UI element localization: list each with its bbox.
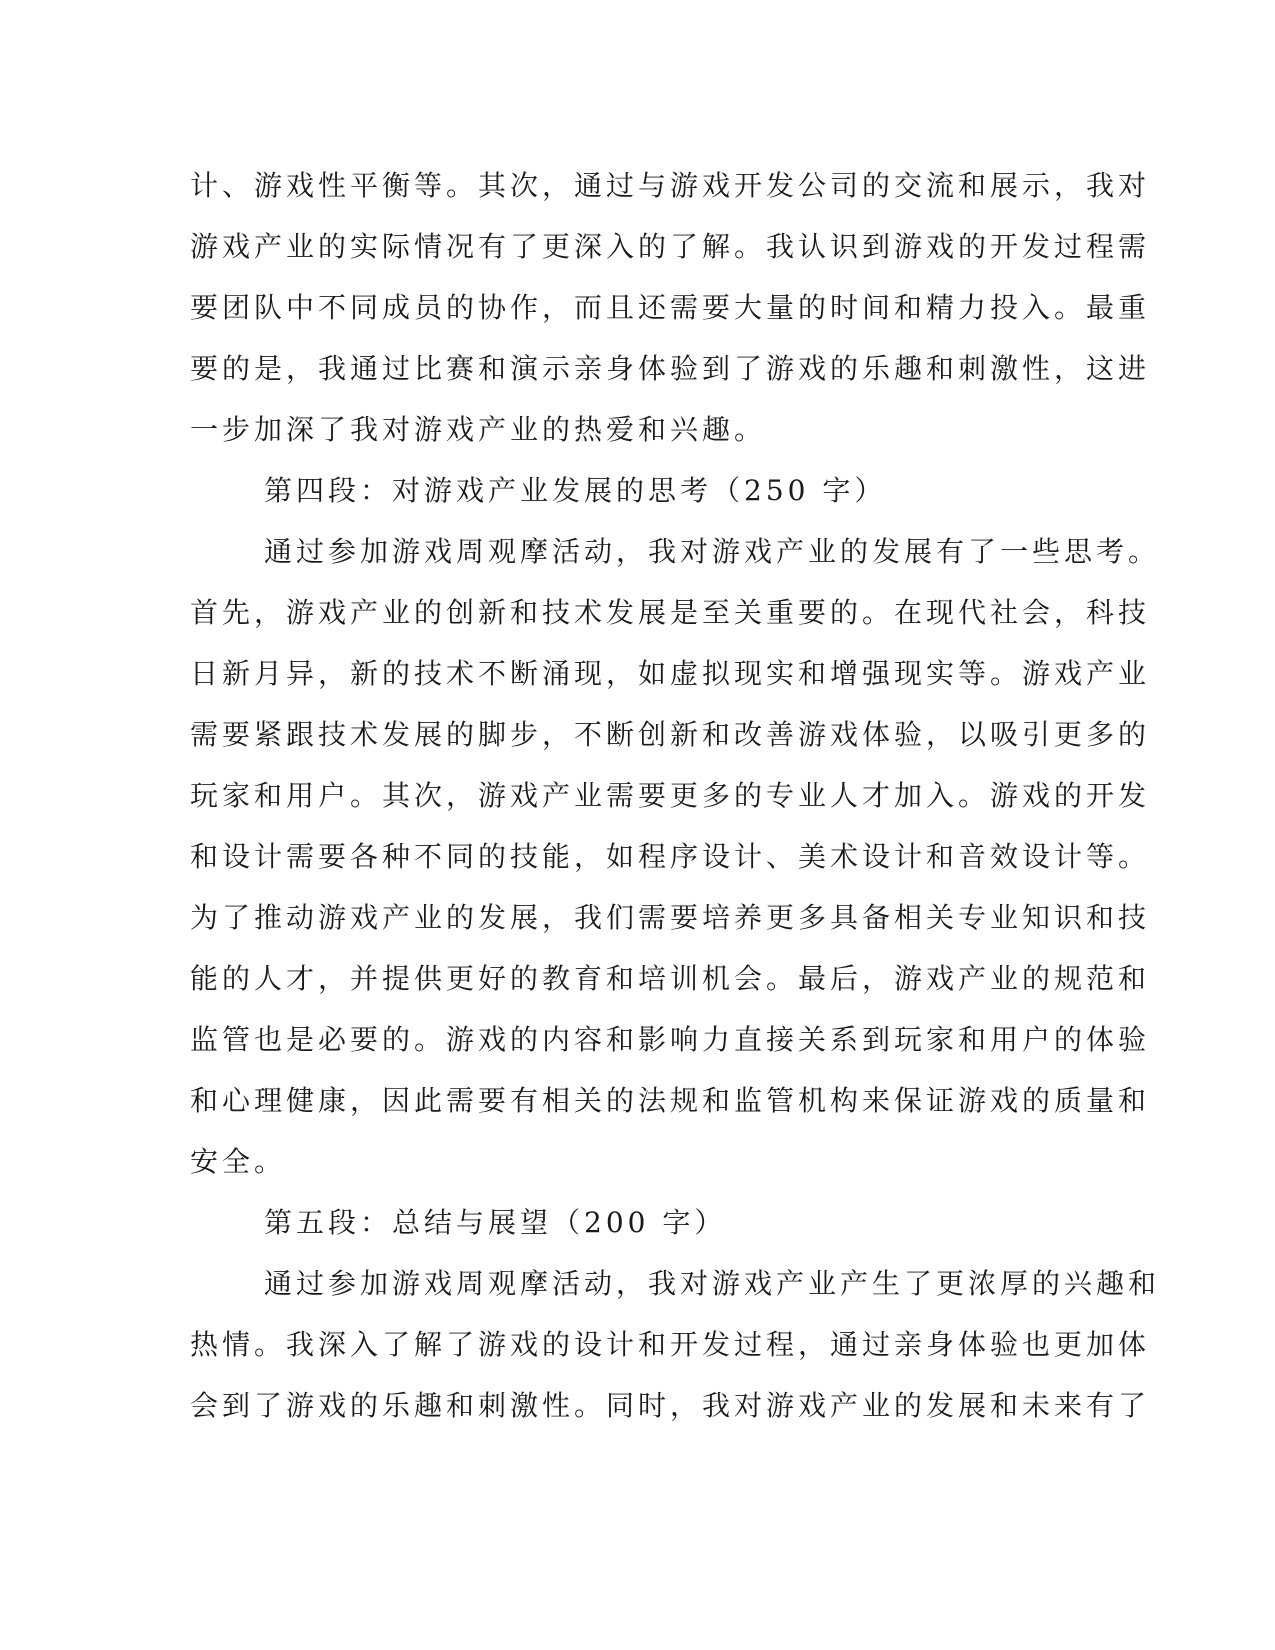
- text-line: 热情。我深入了解了游戏的设计和开发过程，通过亲身体验也更加体: [190, 1328, 1151, 1361]
- text-line: 游戏产业的实际情况有了更深入的了解。我认识到游戏的开发过程需: [190, 230, 1151, 263]
- text-line: 玩家和用户。其次，游戏产业需要更多的专业人才加入。游戏的开发: [190, 779, 1151, 812]
- text-line: 为了推动游戏产业的发展，我们需要培养更多具备相关专业知识和技: [190, 901, 1151, 934]
- text-line: 能的人才，并提供更好的教育和培训机会。最后，游戏产业的规范和: [190, 962, 1151, 995]
- text-line: 会到了游戏的乐趣和刺激性。同时，我对游戏产业的发展和未来有了: [190, 1389, 1151, 1422]
- document-body: [190, 155, 1161, 1436]
- text-line: 计、游戏性平衡等。其次，通过与游戏开发公司的交流和展示，我对: [190, 169, 1151, 202]
- text-line: 和心理健康，因此需要有相关的法规和监管机构来保证游戏的质量和: [190, 1084, 1151, 1117]
- section-4-paragraph: [190, 521, 1161, 1192]
- text-line: 要团队中不同成员的协作，而且还需要大量的时间和精力投入。最重: [190, 291, 1151, 324]
- text-line: 安全。: [190, 1145, 287, 1178]
- text-line: 通过参加游戏周观摩活动，我对游戏产业的发展有了一些思考。: [264, 535, 1161, 568]
- section-5-paragraph: [190, 1253, 1161, 1436]
- section-heading-4: 第四段：对游戏产业发展的思考（250 字）: [264, 474, 887, 507]
- text-line: 一步加深了我对游戏产业的热爱和兴趣。: [190, 413, 767, 446]
- text-line: 首先，游戏产业的创新和技术发展是至关重要的。在现代社会，科技: [190, 596, 1151, 629]
- text-line: 监管也是必要的。游戏的内容和影响力直接关系到玩家和用户的体验: [190, 1023, 1151, 1056]
- text-line: 和设计需要各种不同的技能，如程序设计、美术设计和音效设计等。: [190, 840, 1151, 873]
- text-line: 通过参加游戏周观摩活动，我对游戏产业产生了更浓厚的兴趣和: [264, 1267, 1161, 1300]
- paragraph-continuation: [190, 155, 1151, 460]
- text-line: 日新月异，新的技术不断涌现，如虚拟现实和增强现实等。游戏产业: [190, 657, 1151, 690]
- section-heading-5: 第五段：总结与展望（200 字）: [264, 1206, 727, 1239]
- text-line: 需要紧跟技术发展的脚步，不断创新和改善游戏体验，以吸引更多的: [190, 718, 1151, 751]
- text-line: 要的是，我通过比赛和演示亲身体验到了游戏的乐趣和刺激性，这进: [190, 352, 1151, 385]
